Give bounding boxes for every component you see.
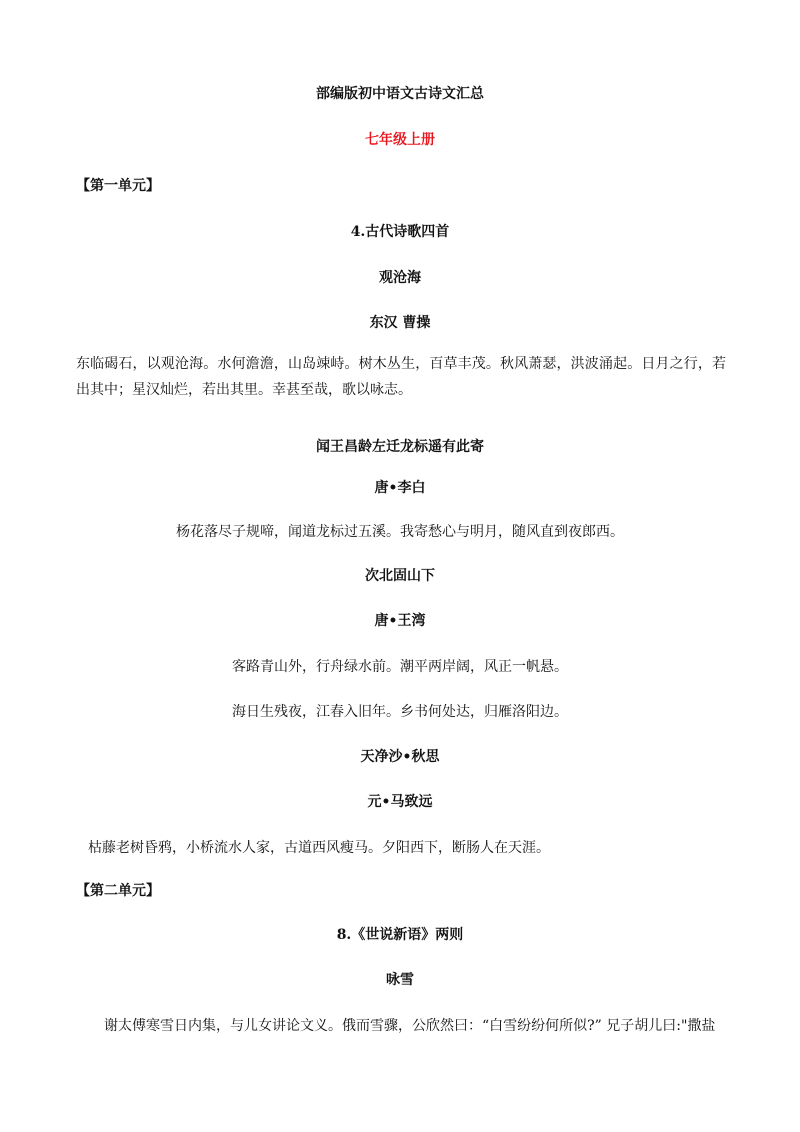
poem-line: 海日生残夜，江春入旧年。乡书何处达，归雁洛阳边。 xyxy=(232,704,568,720)
document-title: 部编版初中语文古诗文汇总 xyxy=(316,86,484,102)
lesson-title: 4.古代诗歌四首 xyxy=(350,224,450,240)
poem-author: 东汉 曹操 xyxy=(369,315,431,331)
poem-line: 客路青山外，行舟绿水前。潮平两岸阔，风正一帆悬。 xyxy=(232,659,568,675)
poem-author: 唐•王湾 xyxy=(374,613,426,629)
poem-line: 谢太傅寒雪日内集，与儿女讲论文义。俄而雪骤，公欣然曰：“白雪纷纷何所似?” 兄子胡儿曰:"撒盐 xyxy=(104,1018,716,1034)
poem-line: 枯藤老树昏鸦，小桥流水人家，古道西风瘦马。夕阳西下，断肠人在天涯。 xyxy=(88,840,550,856)
poem-title: 观沧海 xyxy=(379,270,421,286)
poem-title: 次北固山下 xyxy=(365,568,435,584)
unit-heading: 【第一单元】 xyxy=(76,178,160,194)
poem-title: 闻王昌龄左迁龙标遥有此寄 xyxy=(316,439,484,455)
poem-author: 唐•李白 xyxy=(374,480,426,496)
grade-heading: 七年级上册 xyxy=(365,132,435,148)
poem-title: 天净沙•秋思 xyxy=(360,749,440,765)
poem-author: 元•马致远 xyxy=(367,794,433,810)
poem-line: 杨花落尽子规啼，闻道龙标过五溪。我寄愁心与明月，随风直到夜郎西。 xyxy=(176,524,624,540)
poem-text: 东临碣石，以观沧海。水何澹澹，山岛竦峙。树木丛生，百草丰茂。秋风萧瑟，洪波涌起。日月之行，若出其中；星汉灿烂，若出其里。幸甚至哉，歌以咏志。 xyxy=(76,356,726,398)
unit-heading: 【第二单元】 xyxy=(76,883,160,899)
poem-title: 咏雪 xyxy=(386,972,414,988)
lesson-title: 8.《世说新语》两则 xyxy=(336,927,464,943)
